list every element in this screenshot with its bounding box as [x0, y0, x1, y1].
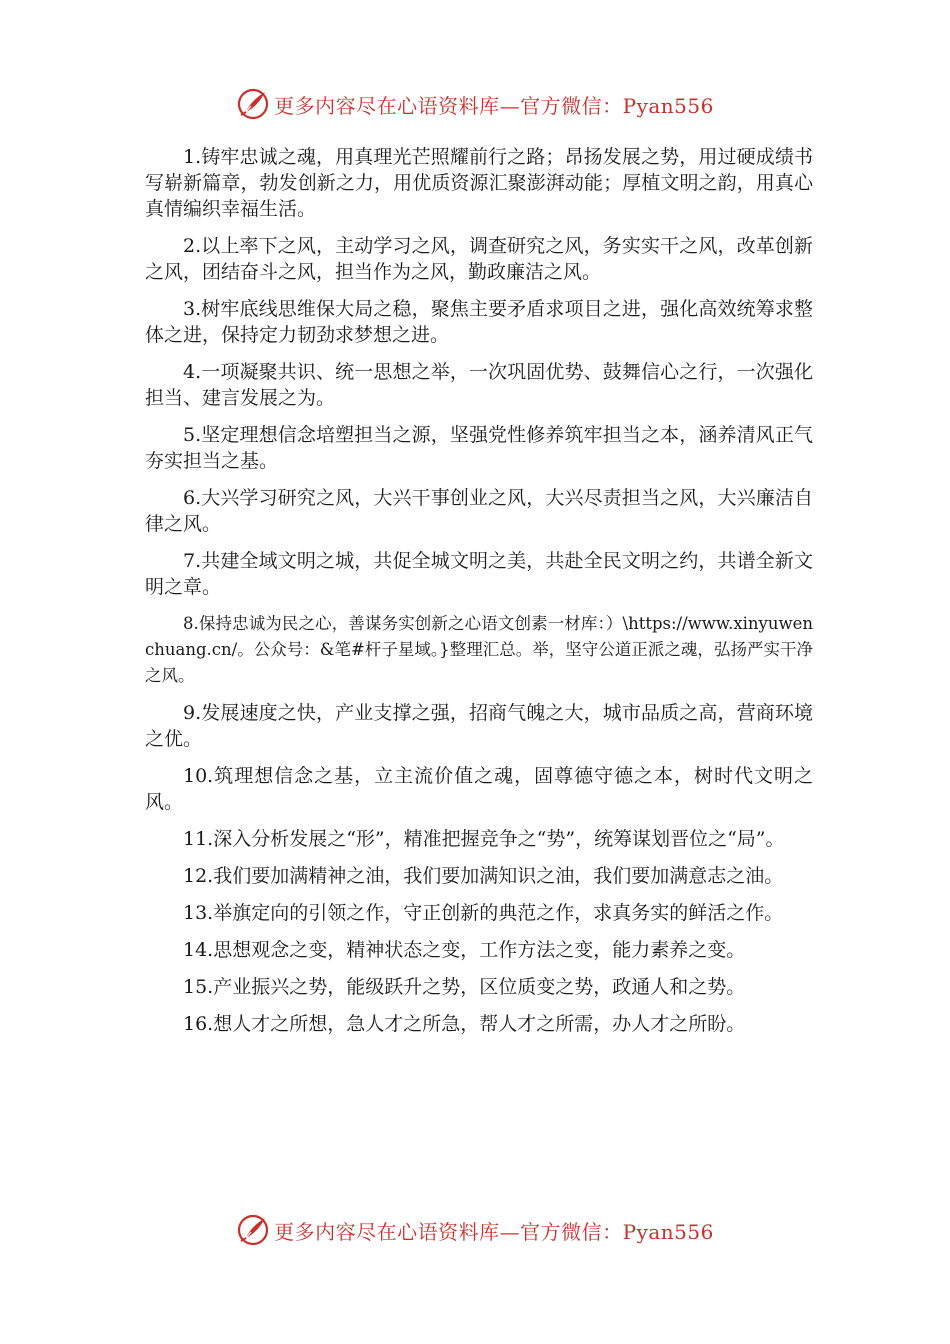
paragraph-5: 5.坚定理想信念培塑担当之源，坚强党性修养筑牢担当之本，涵养清风正气夯实担当之基。 [145, 424, 813, 472]
paragraph-1: 1.铸牢忠诚之魂，用真理光芒照耀前行之路；昂扬发展之势，用过硬成绩书写崭新篇章，勃发创新之力，用优质资源汇聚澎湃动能；厚植文明之韵，用真心真情编织幸福生活。 [145, 146, 813, 220]
document-body [145, 144, 813, 1048]
header-banner [0, 84, 950, 124]
footer-banner [0, 1210, 950, 1250]
footer-banner-text: 更多内容尽在心语资料库—官方微信：Pyan556 [274, 1219, 714, 1244]
paragraph-8: 8.保持忠诚为民之心，善谋务实创新之心语文创素一材库：）\https://www.xinyuwenchuang.cn/。公众号：&笔#杆子星域。}整理汇总。举，坚守公道正派之魂，弘扬严实干净之风。 [145, 614, 813, 685]
quill-pen-logo-icon [236, 1213, 270, 1247]
paragraph-14: 14.思想观念之变，精神状态之变，工作方法之变，能力素养之变。 [183, 939, 746, 961]
paragraph-6: 6.大兴学习研究之风，大兴干事创业之风，大兴尽责担当之风，大兴廉洁自律之风。 [145, 487, 813, 535]
paragraph-2: 2.以上率下之风，主动学习之风，调查研究之风，务实实干之风，改革创新之风，团结奋斗之风，担当作为之风，勤政廉洁之风。 [145, 235, 813, 283]
paragraph-15: 15.产业振兴之势，能级跃升之势，区位质变之势，政通人和之势。 [183, 976, 746, 998]
paragraph-11: 11.深入分析发展之“形”，精准把握竞争之“势”，统筹谋划晋位之“局”。 [183, 828, 785, 850]
paragraph-4: 4.一项凝聚共识、统一思想之举，一次巩固优势、鼓舞信心之行，一次强化担当、建言发展之为。 [145, 361, 813, 409]
paragraph-9: 9.发展速度之快，产业支撑之强，招商气魄之大，城市品质之高，营商环境之优。 [145, 702, 813, 750]
paragraph-16: 16.想人才之所想，急人才之所急，帮人才之所需，办人才之所盼。 [183, 1013, 746, 1035]
header-banner-text: 更多内容尽在心语资料库—官方微信：Pyan556 [274, 93, 714, 118]
paragraph-3: 3.树牢底线思维保大局之稳，聚焦主要矛盾求项目之进，强化高效统筹求整体之进，保持定力韧劲求梦想之进。 [145, 298, 813, 346]
paragraph-13: 13.举旗定向的引领之作，守正创新的典范之作，求真务实的鲜活之作。 [183, 902, 784, 924]
paragraph-7: 7.共建全域文明之城，共促全城文明之美，共赴全民文明之约，共谱全新文明之章。 [145, 550, 813, 598]
paragraph-10: 10.筑理想信念之基，立主流价值之魂，固尊德守德之本，树时代文明之风。 [145, 765, 813, 813]
quill-pen-logo-icon [236, 87, 270, 121]
paragraph-12: 12.我们要加满精神之油，我们要加满知识之油，我们要加满意志之油。 [183, 865, 784, 887]
